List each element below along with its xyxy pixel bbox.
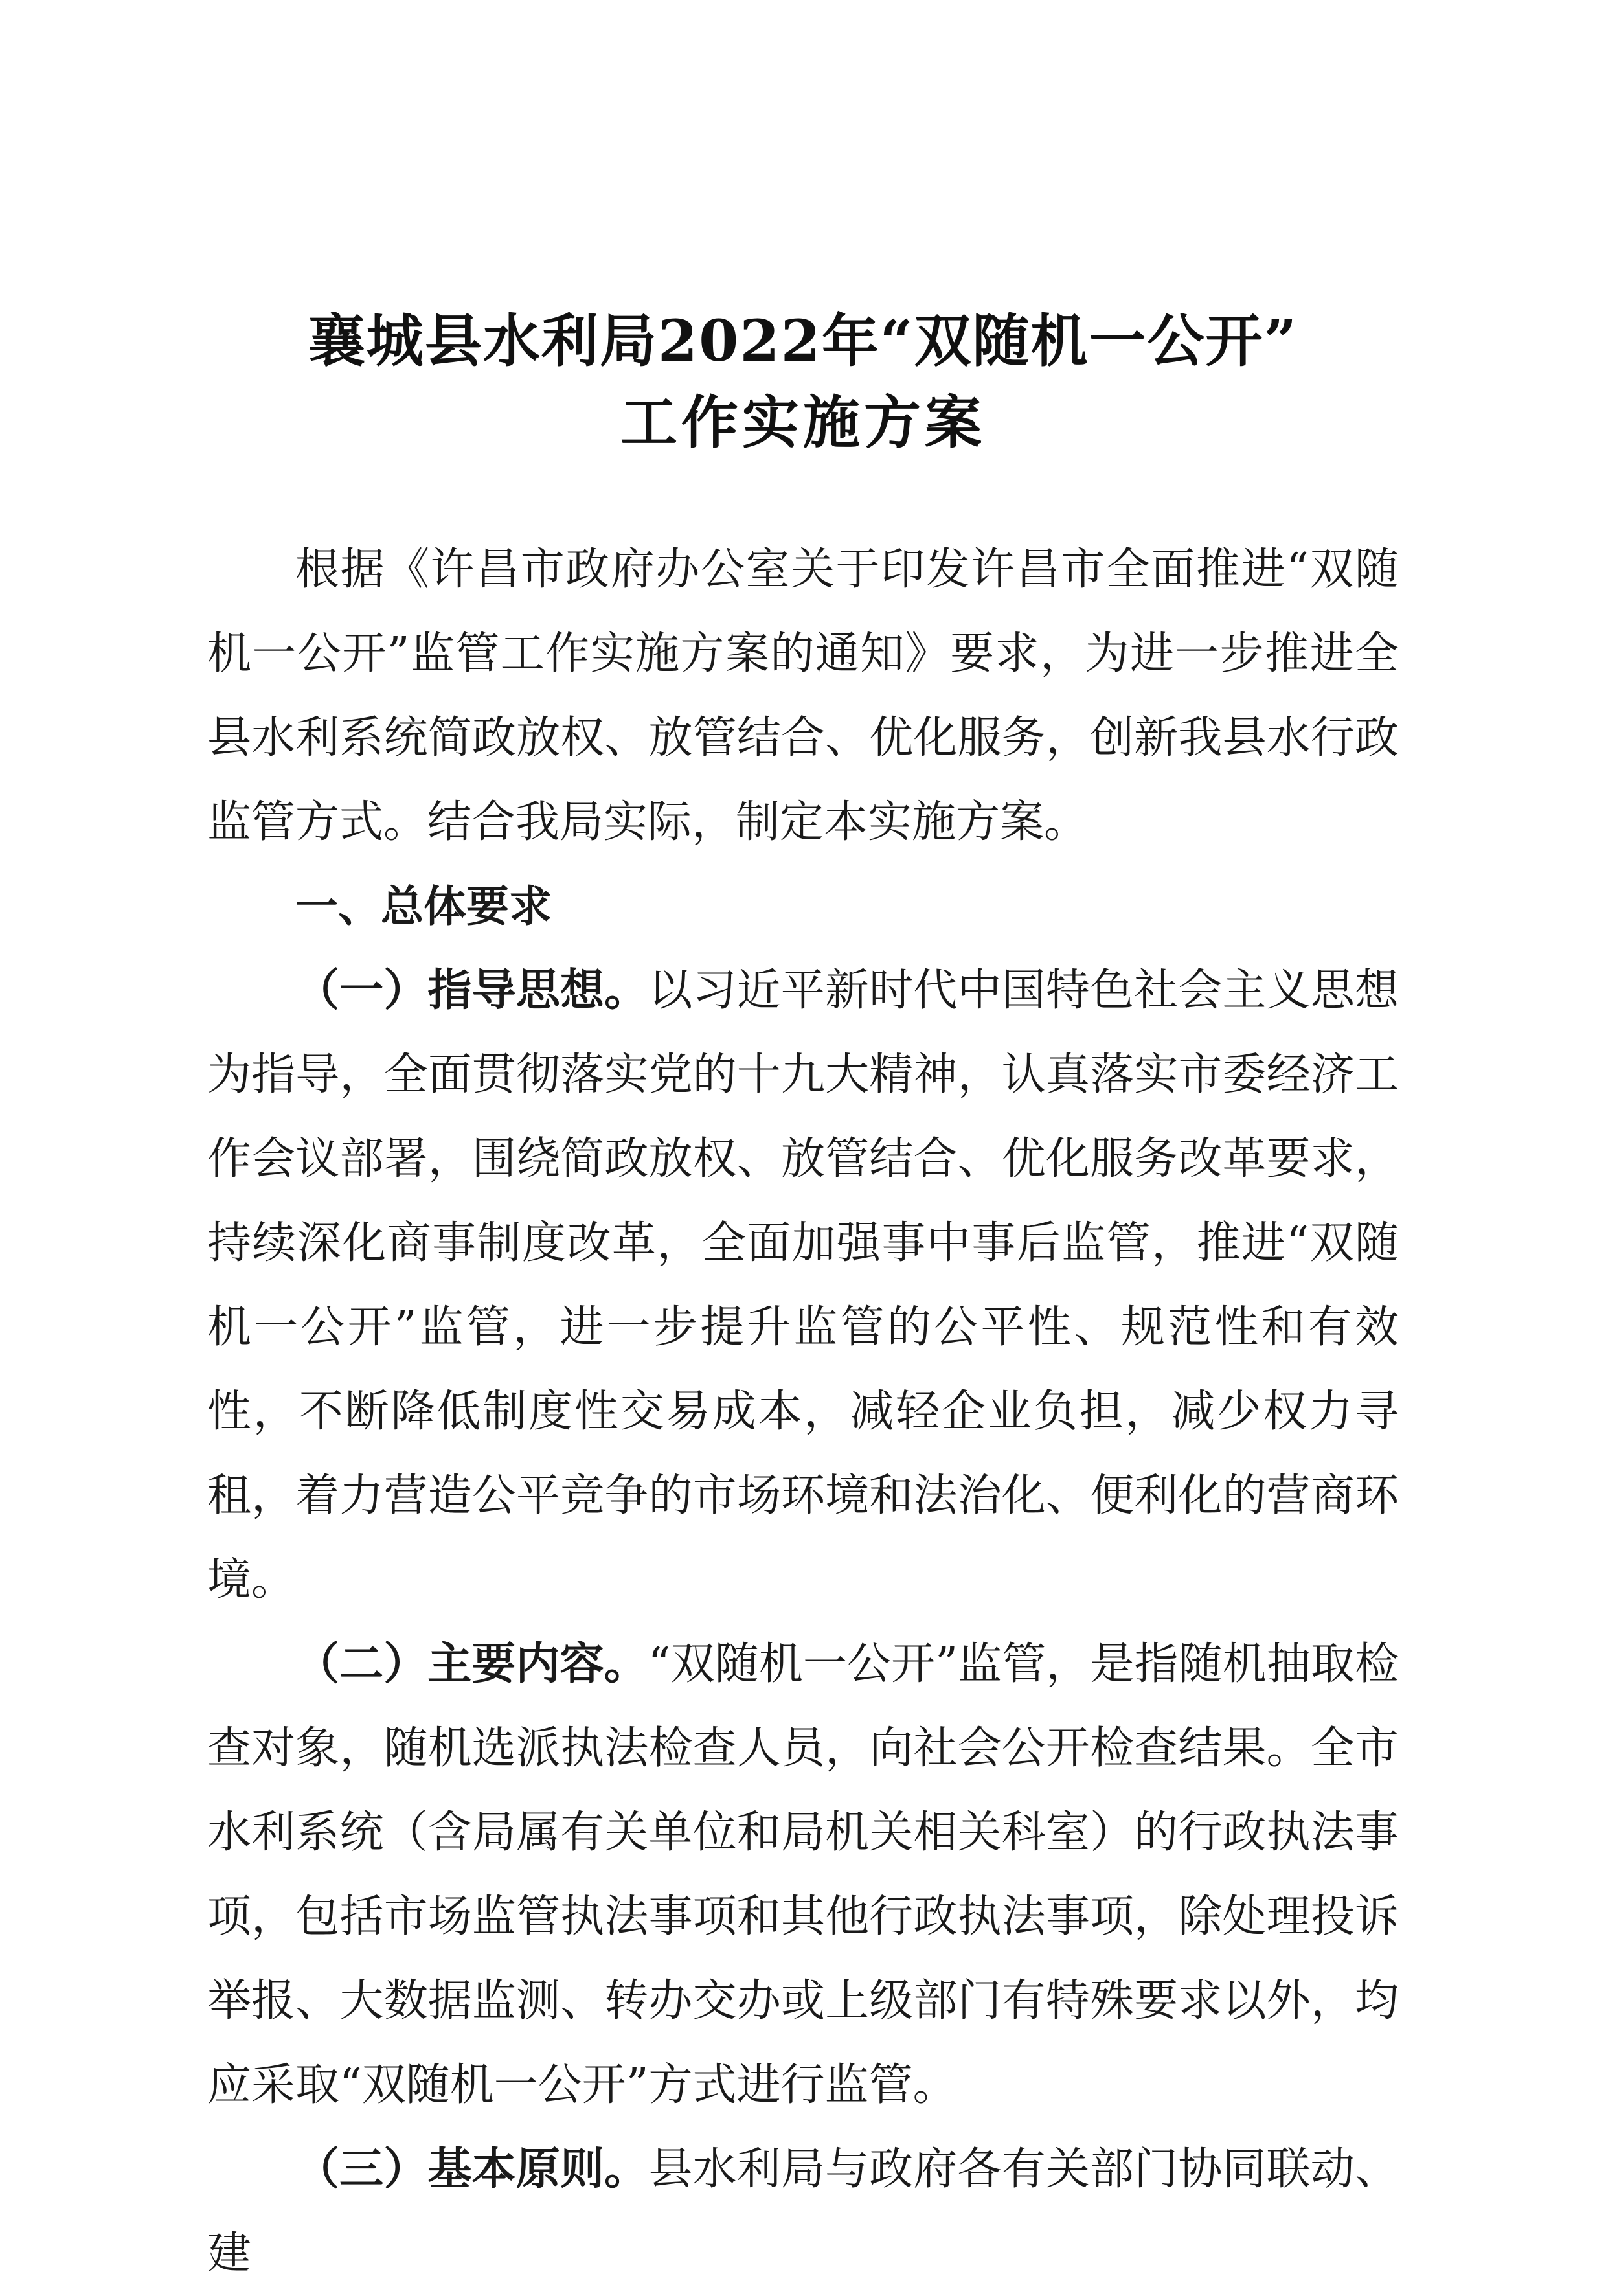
document-title-line1: 襄城县水利局2022年“双随机一公开” [308,307,1298,374]
document-body [207,528,1399,2296]
item3-text: 县水利局与政府各有关部门协同联动、建 [207,2144,1399,2279]
intro-paragraph: 根据《许昌市政府办公室关于印发许昌市全面推进“双随机一公开”监管工作实施方案的通知》要求，为进一步推进全县水利系统简政放权、放管结合、优化服务，创新我县水行政监管方式。结合我局实际，制定本实施方案。 [207,544,1399,848]
item3-paragraph [207,2128,1399,2296]
item1-paragraph [207,949,1399,1622]
item2-text: “双随机一公开”监管，是指随机抽取检查对象，随机选派执法检查人员，向社会公开检查结果。全市水利系统（含局属有关单位和局机关相关科室）的行政执法事项，包括市场监管执法事项和其他行政执法事项，除处理投诉举报、大数据监测、转办交办或上级部门有特殊要求以外，均应采取“双随机一公开”方式进行监管。 [207,1639,1399,2111]
item2-paragraph [207,1622,1399,2128]
item1-heading: （一）指导思想。 [295,965,649,1016]
item3-heading: （三）基本原则。 [295,2144,649,2195]
section1-heading: 一、总体要求 [295,881,552,931]
item2-heading: （二）主要内容。 [295,1639,648,1690]
item1-text: 以习近平新时代中国特色社会主义思想为指导，全面贯彻落实党的十九大精神，认真落实市委经济工作会议部署，围绕简政放权、放管结合、优化服务改革要求，持续深化商事制度改革，全面加强事中事后监管，推进“双随机一公开”监管，进一步提升监管的公平性、规范性和有效性，不断降低制度性交易成本，减轻企业负担，减少权力寻租，着力营造公平竞争的市场环境和法治化、便利化的营商环境。 [207,965,1399,1606]
document-title-line2: 工作实施方案 [620,389,986,456]
